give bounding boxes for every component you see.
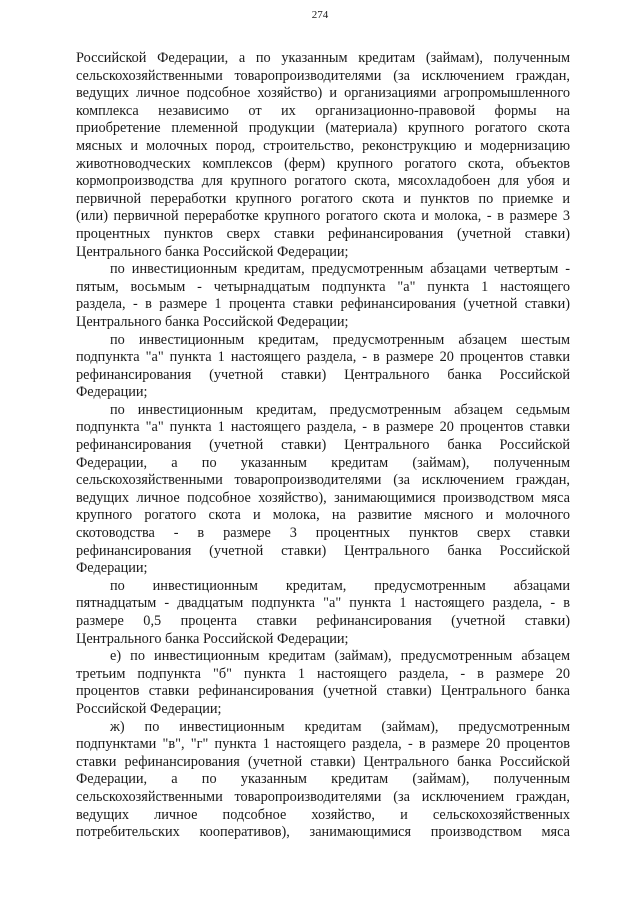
text-line: Российской Федерации, а по указанным кредитам (займам), полученным (76, 50, 570, 66)
text-line: мясных и молочных пород, строительство, реконструкцию и модернизацию (76, 137, 570, 154)
text-line: первичной переработки крупного рогатого скота и пунктов по приемке и (76, 190, 570, 207)
text-line: подпункта "а" пункта 1 настоящего раздела, - в размере 20 процентов ставки (76, 349, 570, 366)
text-line: (или) первичной переработке крупного рогатого скота и молока, - в размере 3 (76, 208, 570, 225)
text-line: по инвестиционным кредитам, предусмотренным абзацем шестым (110, 331, 570, 348)
text-line: Федерации; (76, 560, 148, 577)
text-line: Российской Федерации; (76, 700, 222, 717)
paragraph (76, 578, 570, 648)
text-line: сельскохозяйственными товаропроизводителями (за исключением граждан, (76, 472, 570, 489)
text-line: раздела, - в размере 1 процента ставки рефинансирования (учетной ставки) (76, 296, 570, 313)
text-line: приобретение племенной продукции (материала) крупного рогатого скота (76, 120, 570, 137)
text-line: процентов ставки рефинансирования (учетной ставки) Центрального банка (76, 683, 570, 700)
paragraph (76, 50, 570, 261)
paragraph (76, 719, 570, 842)
text-line: ведущих личное подсобное хозяйство, и сельскохозяйственных (76, 806, 570, 823)
paragraph (76, 402, 570, 578)
body-text (76, 50, 570, 842)
text-line: рефинансирования (учетной ставки) Центрального банка Российской (76, 366, 570, 383)
paragraph (76, 648, 570, 718)
text-line: Центрального банка Российской Федерации; (76, 630, 349, 647)
text-line: размере 0,5 процента ставки рефинансирования (учетной ставки) (76, 613, 570, 629)
text-line: процентных пунктов сверх ставки рефинансирования (учетной ставки) (76, 225, 570, 242)
text-line: подпункта "а" пункта 1 настоящего раздела, - в размере 20 процентов ставки (76, 419, 570, 436)
text-line: сельскохозяйственными товаропроизводителями (за исключением граждан, (76, 788, 570, 805)
text-line: третьим подпункта "б" пункта 1 настоящего раздела, - в размере 20 (76, 665, 570, 682)
paragraph (76, 332, 570, 402)
text-line: е) по инвестиционным кредитам (займам), предусмотренным абзацем (110, 648, 570, 665)
text-line: Федерации, а по указанным кредитам (займам), полученным (76, 771, 570, 788)
text-line: Федерации, а по указанным кредитам (займам), полученным (76, 454, 570, 471)
text-line: по инвестиционным кредитам, предусмотренным абзацем седьмым (110, 401, 570, 418)
text-line: Федерации; (76, 384, 148, 401)
text-line: по инвестиционным кредитам, предусмотренным абзацами (110, 577, 570, 594)
text-line: ставки рефинансирования (учетной ставки) Центрального банка Российской (76, 753, 570, 770)
text-line: потребительских кооперативов), занимающимися производством мяса (76, 824, 570, 841)
text-line: животноводческих комплексов (ферм) крупного рогатого скота, объектов (76, 155, 570, 172)
text-line: сельскохозяйственными товаропроизводителями (за исключением граждан, (76, 67, 570, 84)
text-line: ведущих личное подсобное хозяйство) и организациями агропромышленного (76, 85, 570, 102)
text-line: по инвестиционным кредитам, предусмотренным абзацами четвертым - (110, 261, 570, 278)
page-number: 274 (311, 9, 329, 21)
text-line: рефинансирования (учетной ставки) Центрального банка Российской (76, 437, 570, 454)
text-line: рефинансирования (учетной ставки) Центрального банка Российской (76, 542, 570, 559)
text-line: комплекса независимо от их организационно-правовой формы на (76, 102, 570, 119)
text-line: кормопроизводства для крупного рогатого скота, мясохладобоен для убоя и (76, 173, 570, 190)
paragraph (76, 261, 570, 331)
text-line: крупного рогатого скота и молока, на развитие мясного и молочного (76, 507, 570, 524)
text-line: Центрального банка Российской Федерации; (76, 243, 349, 260)
text-line: пятнадцатым - двадцатым подпункта "а" пункта 1 настоящего раздела, - в (76, 595, 570, 612)
text-line: подпунктами "в", "г" пункта 1 настоящего раздела, - в размере 20 процентов (76, 736, 570, 753)
text-line: скотоводства - в размере 3 процентных пунктов сверх ставки (76, 525, 570, 542)
text-line: пятым, восьмым - четырнадцатым подпункта "а" пункта 1 настоящего (76, 278, 570, 295)
text-line: ж) по инвестиционным кредитам (займам), предусмотренным (110, 718, 570, 735)
text-line: Центрального банка Российской Федерации; (76, 313, 349, 330)
text-line: ведущих личное подсобное хозяйство), занимающимися производством мяса (76, 489, 570, 506)
